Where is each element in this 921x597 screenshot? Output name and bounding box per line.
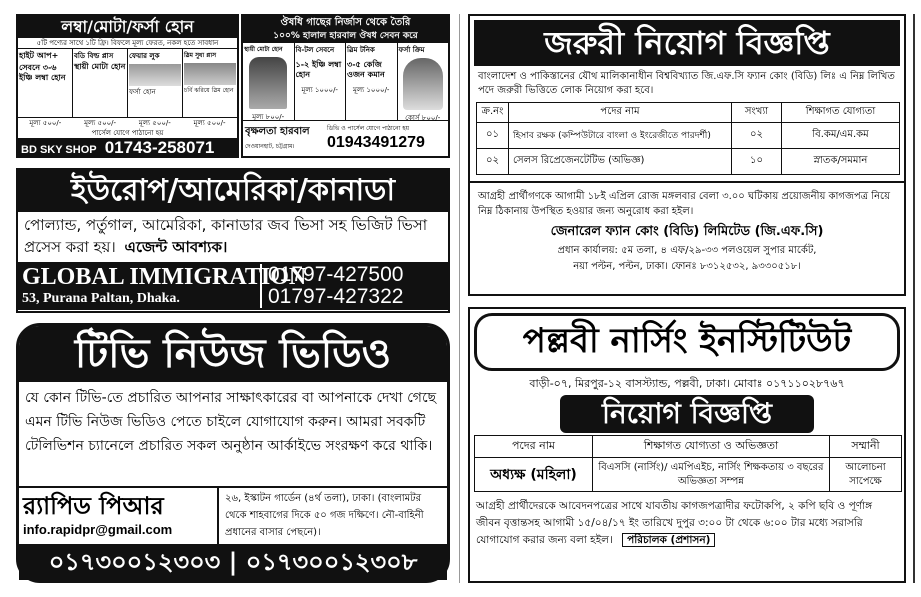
tvnews-body: যে কোন টিভি-তে প্রচারিত আপনার সাক্ষাৎকারের বা আপনাকে দেখা গেছে এমন টিভি নিউজ ভিডিও পেতে চাইলে যোগাযোগ করুন। আমরা সবকটি টেলিভিশন চ্যানেলে প্রচারিত সকল অনুষ্ঠান আর্কাইভে সংরক্ষণ করে থাকি। — [25, 390, 437, 454]
gfc-post: হিসাব রক্ষক (কম্পিউটারে বাংলা ও ইংরেজীতে পারদর্শী) — [509, 123, 732, 149]
gfc-address-2: নয়া পল্টন, পল্টন, ঢাকা। ফোনঃ ৮৩১২৫৩২, ৯৩৩০৫১৮। — [573, 261, 801, 272]
gfc-qualification: বি.কম/এম.কম — [782, 123, 900, 149]
brikkholota-price: কোর্স ৮০০/- — [405, 114, 441, 122]
immigration-company-block — [22, 264, 307, 308]
gfc-intro: বাংলাদেশ ও পাকিস্তানের যৌথ মালিকানাধীন বিশ্ববিখ্যাত জি.এফ.সি ফ্যান কোং (বিডি) লিঃ এ নিম্ন লিখিত পদে জরুরী ভিত্তিতে লোক নিয়োগ করা হবে। — [478, 71, 895, 96]
immigration-company: GLOBAL IMMIGRATION — [22, 264, 307, 290]
pallabi-ad — [468, 307, 906, 583]
herbal-price: মূল্য ৫০০/- — [29, 119, 62, 127]
herbal-product-note: ফর্সা হোন — [129, 88, 156, 96]
brikkholota-brand-block — [243, 124, 327, 152]
brikkholota-header-1: ঔষধি গাছের নির্জাস থেকে তৈরি — [243, 16, 448, 30]
herbal-ad — [16, 14, 239, 158]
tvnews-address: ২৬, ইস্কাটন গার্ডেন (৪র্থ তলা), ঢাকা। (বাংলামটর থেকে শাহবাগের দিকে ৫০ গজ দক্ষিণে। নৌ-বাহিনী প্রধানের বাসার পেছনে)। — [225, 493, 424, 538]
pallabi-table-header — [475, 436, 902, 458]
pallabi-notice: আগ্রহী প্রার্থীদেরকে আবেদনপত্রের সাথে যাবতীয় কাগজপত্রাদীর ফটোকপি, ২ কপি ছবি ও পূর্ণাঙ্গ জীবন বৃত্তান্তসহ আগামী ১৫/০৪/১৭ ইং তারিখে দুপুর ৩:০০ টা থেকে ৬:০০ টার মধ্যে সরাসরি যোগাযোগ করার জন্য বলা হইল। — [476, 500, 873, 546]
pallabi-col-qualification: শিক্ষাগত যোগ্যতা ও অভিজ্ঞতা — [593, 436, 830, 458]
herbal-price: মূল্য ৫০০/- — [193, 119, 226, 127]
herbal-product-name: বডি বিল্ড প্লাস — [74, 52, 114, 60]
pallabi-table — [474, 435, 902, 492]
herbal-parcel-note: পার্সেল যোগে পাঠানো হয় — [91, 129, 164, 137]
gfc-notice: আগ্রহী প্রার্থীগণকে আগামী ১৮ই এপ্রিল রোজ মঙ্গলবার বেলা ৩.০০ ঘটিকায় প্রয়োজনীয় কাগজপত্র নিয়ে নিম্ন ঠিকানায় উপস্থিত হওয়ার জন্য অনুরোধ করা হইল। — [470, 181, 904, 221]
brikkholota-phone-block — [327, 123, 448, 152]
herbal-product-name: ফেয়ার লুক — [129, 52, 160, 60]
herbal-product-3 — [128, 49, 183, 117]
herbal-title: লম্বা/মোটা/ফর্সা হোন — [18, 16, 237, 38]
herbal-product-note: স্থায়ী মোটা হোন — [74, 62, 126, 71]
gfc-serial: ০২ — [477, 149, 509, 175]
brikkholota-brand: বৃক্ষলতা হারবাল — [245, 125, 310, 137]
brikkholota-address: দেওয়ানহাট, চট্টগ্রাম। — [245, 142, 295, 150]
herbal-shop-name: BD SKY SHOP — [21, 144, 97, 156]
immigration-phone-2: 01797-427322 — [268, 285, 404, 308]
gfc-col-qualification: শিক্ষাগত যোগ্যতা — [782, 103, 900, 123]
pallabi-title: পল্লবী নার্সিং ইনস্টিটিউট — [522, 321, 852, 361]
immigration-body — [18, 212, 448, 262]
brikkholota-phone: 01943491279 — [327, 134, 425, 151]
gfc-serial: ০১ — [477, 123, 509, 149]
bodybuilder-image — [249, 57, 287, 109]
gfc-post: সেলস রিপ্রেজেনটেটিভ (অভিজ্ঞ) — [509, 149, 732, 175]
gfc-table — [476, 102, 900, 175]
pallabi-address: বাড়ী-০৭, মিরপুর-১২ বাসস্ট্যান্ড, পল্লবী, ঢাকা। মোবাঃ ০১৭১১০২৮৭৬৭ — [529, 377, 845, 390]
brikkholota-ad — [241, 14, 450, 158]
herbal-product-note: চর্বি ঝরিয়ে স্লিম হোন — [184, 87, 234, 94]
right-edge-line — [913, 14, 915, 583]
herbal-price: মূল্য ৫০০/- — [84, 119, 117, 127]
herbal-product-1 — [18, 49, 73, 117]
table-row — [475, 458, 902, 492]
gfc-count: ০২ — [732, 123, 782, 149]
table-row — [477, 123, 900, 149]
tvnews-brand: র‍্যাপিড পিআর — [23, 492, 164, 520]
immigration-contact-bar — [18, 262, 448, 310]
tvnews-phones: ০১৭৩০০১২৩০৩ | ০১৭৩০০১২৩০৮ — [19, 544, 447, 580]
brikkholota-delivery: ডিভি ও পার্সেল যোগে পাঠানো হয় — [327, 125, 410, 132]
brikkholota-product-3 — [346, 43, 398, 120]
gfc-col-serial: ক্র.নং — [477, 103, 509, 123]
model-face-image — [403, 58, 443, 110]
brikkholota-price: মূল্য ১০০০/- — [301, 86, 338, 94]
brikkholota-contact-row — [243, 121, 448, 154]
tvnews-email: info.rapidpr@gmail.com — [23, 522, 173, 537]
gfc-address-1: প্রধান কার্যালয়: ৫ম তলা, ৪ এফ/২৯-৩৩ পলওয়েল সুপার মার্কেট, — [557, 245, 817, 256]
herbal-price-row — [18, 118, 237, 128]
immigration-ad — [16, 168, 450, 313]
table-row — [477, 149, 900, 175]
pallabi-post: অধ্যক্ষ (মহিলা) — [475, 458, 593, 492]
pallabi-col-post: পদের নাম — [475, 436, 593, 458]
brikkholota-product-grid — [243, 43, 448, 121]
gfc-title: জরুরী নিয়োগ বিজ্ঞপ্তি — [474, 20, 900, 66]
brikkholota-price: মূল্য ১০০০/- — [353, 86, 390, 94]
herbal-contact-bar — [18, 138, 237, 158]
herbal-product-image — [129, 64, 181, 86]
pallabi-notice-block — [470, 494, 904, 562]
brikkholota-product-4 — [398, 43, 449, 120]
herbal-product-2 — [73, 49, 128, 117]
brikkholota-product-2 — [295, 43, 347, 120]
brikkholota-product-note: ৩-৫ কেজি ওজন কমান — [347, 60, 385, 79]
brikkholota-price: মূল্য ৮০০/- — [252, 113, 285, 121]
pallabi-qualification: বিএসসি (নার্সিং)/ এমপিএইচ, নার্সিং শিক্ষকতায় ৩ বছরের অভিজ্ঞতা সম্পন্ন — [593, 458, 830, 492]
tvnews-ad — [16, 323, 450, 583]
tvnews-contact-row — [19, 486, 447, 544]
brikkholota-product-1 — [243, 43, 295, 120]
brikkholota-product-name: ফর্সা ক্রিম — [398, 46, 425, 54]
pallabi-subtitle: নিয়োগ বিজ্ঞপ্তি — [560, 395, 814, 433]
pallabi-salary: আলোচনা সাপেক্ষে — [830, 458, 902, 492]
immigration-phone-1: 01797-427500 — [268, 263, 404, 286]
column-divider — [459, 14, 460, 583]
brikkholota-product-name: স্লিম টনিক — [347, 46, 375, 54]
gfc-col-post: পদের নাম — [509, 103, 732, 123]
herbal-product-grid — [18, 48, 237, 118]
gfc-qualification: স্নাতক/সমমান — [782, 149, 900, 175]
herbal-product-image — [184, 63, 236, 85]
immigration-agent-note: এজেন্ট আবশ্যক। — [124, 238, 228, 256]
pallabi-signature: পরিচালক (প্রশাসন) — [622, 533, 715, 547]
herbal-product-4 — [183, 49, 237, 117]
herbal-product-note: সেবনে ৩-৬ ইঞ্চি লম্বা হোন — [19, 63, 66, 82]
gfc-ad — [468, 14, 906, 296]
herbal-subtitle: ৫টি পণ্যের সাথে ১টি ফ্রি। বিফলে মূল্য ফেরত, নকল হতে সাবধান — [36, 39, 219, 47]
gfc-count: ১০ — [732, 149, 782, 175]
brikkholota-product-note: ১-২ ইঞ্চি লম্বা হোন — [295, 60, 342, 79]
tvnews-brand-block — [19, 488, 219, 544]
immigration-address: 53, Purana Paltan, Dhaka. — [22, 291, 180, 306]
brikkholota-product-name: বি-টল সেবনে — [295, 46, 335, 54]
gfc-table-header — [477, 103, 900, 123]
herbal-phone: 01743-258071 — [104, 138, 215, 157]
immigration-title: ইউরোপ/আমেরিকা/কানাডা — [18, 170, 448, 212]
brikkholota-product-name: স্থায়ী মোটা হোন — [244, 46, 283, 53]
immigration-phone-block — [262, 264, 444, 308]
pallabi-title-wrap — [474, 313, 900, 371]
pallabi-col-salary: সম্মানী — [830, 436, 902, 458]
gfc-col-count: সংখ্যা — [732, 103, 782, 123]
immigration-body-text: পোল্যান্ড, পর্তুগাল, আমেরিকা, কানাডার জব ভিসা সহ ভিজিট ভিসা প্রসেস করা হয়। — [24, 216, 428, 256]
tvnews-title: টিভি নিউজ ভিডিও — [19, 326, 447, 382]
herbal-price: মূল্য ৫০০/- — [138, 119, 171, 127]
herbal-product-name: স্লিম সুধা প্লাস — [184, 52, 217, 59]
brikkholota-header-2: ১০০% হালাল হারবাল ঔষধ সেবন করে — [243, 30, 448, 43]
herbal-product-name: হাইট আপ+ — [19, 51, 59, 60]
gfc-company: জেনারেল ফ্যান কোং (বিডি) লিমিটেড (জি.এফ.সি) — [550, 224, 824, 239]
